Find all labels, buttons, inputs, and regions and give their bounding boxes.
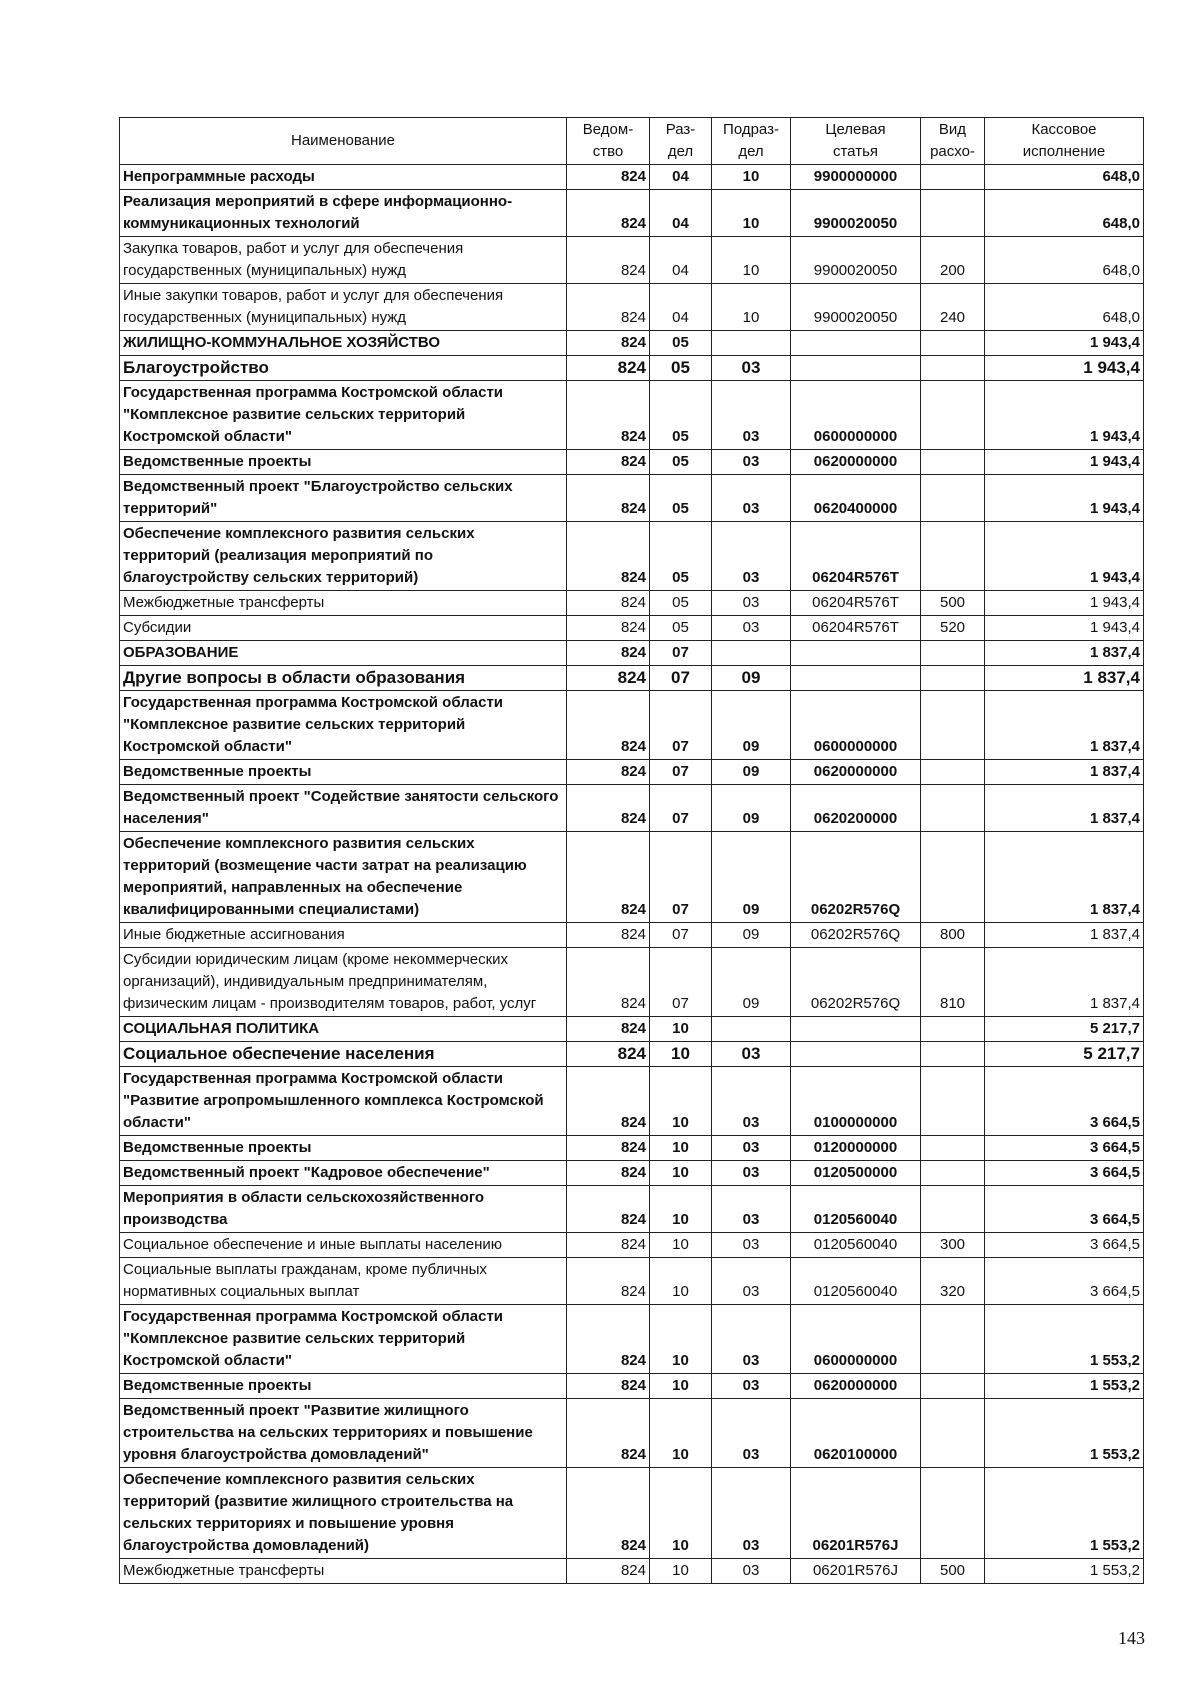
cell-razdel: 10 <box>650 1161 712 1186</box>
cell-kassovoe: 648,0 <box>985 190 1144 237</box>
cell-vedomstvo: 824 <box>567 1374 650 1399</box>
header-razdel: Раз- дел <box>650 118 712 165</box>
cell-celevaya: 9900020050 <box>791 237 921 284</box>
cell-kassovoe: 1 943,4 <box>985 616 1144 641</box>
cell-razdel: 10 <box>650 1067 712 1136</box>
cell-vedomstvo: 824 <box>567 641 650 666</box>
cell-podrazdel: 03 <box>712 1136 791 1161</box>
cell-name: ЖИЛИЩНО-КОММУНАЛЬНОЕ ХОЗЯЙСТВО <box>120 331 567 356</box>
header-celevaya: Целевая статья <box>791 118 921 165</box>
table-row <box>120 381 1144 450</box>
cell-vid: 520 <box>921 616 985 641</box>
cell-podrazdel: 09 <box>712 691 791 760</box>
cell-celevaya: 0120560040 <box>791 1186 921 1233</box>
table-row <box>120 284 1144 331</box>
table-row <box>120 691 1144 760</box>
budget-table <box>119 117 1144 1584</box>
cell-vedomstvo: 824 <box>567 331 650 356</box>
cell-razdel: 04 <box>650 237 712 284</box>
table-row <box>120 522 1144 591</box>
cell-name: Социальное обеспечение населения <box>120 1042 567 1067</box>
cell-kassovoe: 1 553,2 <box>985 1399 1144 1468</box>
cell-celevaya: 0620200000 <box>791 785 921 832</box>
cell-name: ОБРАЗОВАНИЕ <box>120 641 567 666</box>
cell-razdel: 07 <box>650 948 712 1017</box>
table-header-row <box>120 118 1144 165</box>
cell-kassovoe: 1 837,4 <box>985 666 1144 691</box>
cell-kassovoe: 1 553,2 <box>985 1559 1144 1584</box>
table-row <box>120 641 1144 666</box>
cell-podrazdel: 03 <box>712 381 791 450</box>
cell-vid <box>921 691 985 760</box>
table-row <box>120 237 1144 284</box>
cell-kassovoe: 1 837,4 <box>985 691 1144 760</box>
table-row <box>120 1559 1144 1584</box>
cell-celevaya <box>791 331 921 356</box>
cell-vid <box>921 522 985 591</box>
cell-celevaya: 0620400000 <box>791 475 921 522</box>
cell-vid <box>921 1468 985 1559</box>
cell-vid <box>921 785 985 832</box>
table-row <box>120 1017 1144 1042</box>
cell-name: Благоустройство <box>120 356 567 381</box>
cell-razdel: 05 <box>650 450 712 475</box>
cell-podrazdel: 03 <box>712 475 791 522</box>
cell-podrazdel: 03 <box>712 1042 791 1067</box>
cell-celevaya: 0600000000 <box>791 381 921 450</box>
cell-vedomstvo: 824 <box>567 1305 650 1374</box>
cell-name: Непрограммные расходы <box>120 165 567 190</box>
cell-podrazdel: 09 <box>712 760 791 785</box>
cell-vid <box>921 356 985 381</box>
cell-vid: 810 <box>921 948 985 1017</box>
cell-kassovoe: 1 943,4 <box>985 591 1144 616</box>
cell-name: Ведомственные проекты <box>120 1374 567 1399</box>
cell-kassovoe: 648,0 <box>985 237 1144 284</box>
table-row <box>120 1042 1144 1067</box>
cell-vedomstvo: 824 <box>567 666 650 691</box>
cell-kassovoe: 1 837,4 <box>985 785 1144 832</box>
cell-podrazdel: 03 <box>712 616 791 641</box>
cell-celevaya: 06202R576Q <box>791 832 921 923</box>
table-row <box>120 475 1144 522</box>
cell-celevaya: 9900000000 <box>791 165 921 190</box>
cell-kassovoe: 1 943,4 <box>985 331 1144 356</box>
cell-vedomstvo: 824 <box>567 691 650 760</box>
cell-razdel: 10 <box>650 1305 712 1374</box>
cell-kassovoe: 1 837,4 <box>985 948 1144 1017</box>
cell-celevaya: 0620000000 <box>791 760 921 785</box>
cell-podrazdel: 03 <box>712 522 791 591</box>
cell-kassovoe: 3 664,5 <box>985 1136 1144 1161</box>
table-row <box>120 331 1144 356</box>
cell-name: Иные закупки товаров, работ и услуг для обеспечения государственных (муниципальных) нужд <box>120 284 567 331</box>
cell-podrazdel: 09 <box>712 923 791 948</box>
cell-podrazdel: 03 <box>712 1305 791 1374</box>
cell-podrazdel: 09 <box>712 948 791 1017</box>
cell-podrazdel: 03 <box>712 1374 791 1399</box>
cell-vedomstvo: 824 <box>567 1017 650 1042</box>
cell-kassovoe: 3 664,5 <box>985 1161 1144 1186</box>
table-row <box>120 1233 1144 1258</box>
table-row <box>120 1067 1144 1136</box>
cell-vid <box>921 1374 985 1399</box>
cell-vedomstvo: 824 <box>567 190 650 237</box>
cell-kassovoe: 3 664,5 <box>985 1186 1144 1233</box>
cell-razdel: 05 <box>650 591 712 616</box>
cell-name: Другие вопросы в области образования <box>120 666 567 691</box>
cell-vid <box>921 190 985 237</box>
table-row <box>120 832 1144 923</box>
cell-vid: 500 <box>921 1559 985 1584</box>
cell-vedomstvo: 824 <box>567 760 650 785</box>
cell-vedomstvo: 824 <box>567 284 650 331</box>
cell-kassovoe: 1 553,2 <box>985 1468 1144 1559</box>
cell-celevaya: 0620100000 <box>791 1399 921 1468</box>
cell-kassovoe: 1 943,4 <box>985 356 1144 381</box>
cell-vid <box>921 832 985 923</box>
cell-razdel: 07 <box>650 923 712 948</box>
cell-vedomstvo: 824 <box>567 1258 650 1305</box>
cell-podrazdel <box>712 641 791 666</box>
header-podrazdel: Подраз- дел <box>712 118 791 165</box>
cell-celevaya: 0100000000 <box>791 1067 921 1136</box>
cell-kassovoe: 1 553,2 <box>985 1374 1144 1399</box>
cell-celevaya: 06202R576Q <box>791 923 921 948</box>
cell-razdel: 07 <box>650 785 712 832</box>
cell-vid <box>921 1136 985 1161</box>
cell-kassovoe: 1 837,4 <box>985 760 1144 785</box>
cell-name: Ведомственные проекты <box>120 450 567 475</box>
cell-celevaya: 06204R576T <box>791 522 921 591</box>
cell-vid: 500 <box>921 591 985 616</box>
cell-celevaya: 0120000000 <box>791 1136 921 1161</box>
cell-podrazdel: 10 <box>712 284 791 331</box>
cell-vid <box>921 475 985 522</box>
cell-kassovoe: 3 664,5 <box>985 1233 1144 1258</box>
table-row <box>120 616 1144 641</box>
table-row <box>120 1186 1144 1233</box>
cell-name: Ведомственный проект "Благоустройство сельских территорий" <box>120 475 567 522</box>
cell-kassovoe: 5 217,7 <box>985 1017 1144 1042</box>
cell-vid <box>921 1161 985 1186</box>
cell-podrazdel: 03 <box>712 1186 791 1233</box>
cell-kassovoe: 3 664,5 <box>985 1258 1144 1305</box>
cell-vid <box>921 450 985 475</box>
cell-celevaya <box>791 666 921 691</box>
cell-podrazdel: 03 <box>712 1468 791 1559</box>
table-row <box>120 760 1144 785</box>
cell-name: Обеспечение комплексного развития сельских территорий (реализация мероприятий по благоустройству сельских территорий) <box>120 522 567 591</box>
cell-vid <box>921 381 985 450</box>
cell-razdel: 10 <box>650 1399 712 1468</box>
table-row <box>120 666 1144 691</box>
cell-name: Государственная программа Костромской области "Комплексное развитие сельских территорий Костромской области" <box>120 691 567 760</box>
cell-podrazdel <box>712 331 791 356</box>
cell-name: Государственная программа Костромской области "Комплексное развитие сельских территорий Костромской области" <box>120 381 567 450</box>
table-row <box>120 948 1144 1017</box>
cell-razdel: 07 <box>650 641 712 666</box>
cell-podrazdel: 03 <box>712 1161 791 1186</box>
cell-vid: 300 <box>921 1233 985 1258</box>
cell-name: Субсидии <box>120 616 567 641</box>
cell-kassovoe: 5 217,7 <box>985 1042 1144 1067</box>
cell-podrazdel: 09 <box>712 785 791 832</box>
cell-podrazdel: 03 <box>712 1067 791 1136</box>
table-row <box>120 1161 1144 1186</box>
cell-name: Мероприятия в области сельскохозяйственного производства <box>120 1186 567 1233</box>
cell-vedomstvo: 824 <box>567 475 650 522</box>
cell-podrazdel: 03 <box>712 450 791 475</box>
cell-razdel: 05 <box>650 356 712 381</box>
table-row <box>120 356 1144 381</box>
cell-name: Субсидии юридическим лицам (кроме некоммерческих организаций), индивидуальным предпринимателям, физическим лицам - производителям товаров, работ, услуг <box>120 948 567 1017</box>
cell-vid <box>921 1305 985 1374</box>
cell-razdel: 10 <box>650 1468 712 1559</box>
table-row <box>120 785 1144 832</box>
cell-name: Реализация мероприятий в сфере информационно-коммуникационных технологий <box>120 190 567 237</box>
cell-vid <box>921 165 985 190</box>
cell-podrazdel: 03 <box>712 591 791 616</box>
cell-vid <box>921 1017 985 1042</box>
cell-vedomstvo: 824 <box>567 616 650 641</box>
cell-name: Обеспечение комплексного развития сельских территорий (возмещение части затрат на реализацию мероприятий, направленных на обеспечение квалифицированными специалистами) <box>120 832 567 923</box>
cell-celevaya <box>791 1017 921 1042</box>
cell-kassovoe: 1 943,4 <box>985 475 1144 522</box>
cell-vid <box>921 1186 985 1233</box>
cell-vedomstvo: 824 <box>567 1042 650 1067</box>
cell-kassovoe: 1 837,4 <box>985 923 1144 948</box>
cell-kassovoe: 1 943,4 <box>985 450 1144 475</box>
cell-kassovoe: 1 837,4 <box>985 641 1144 666</box>
cell-celevaya: 06204R576T <box>791 616 921 641</box>
cell-kassovoe: 1 553,2 <box>985 1305 1144 1374</box>
table-row <box>120 1136 1144 1161</box>
cell-name: Ведомственные проекты <box>120 760 567 785</box>
cell-razdel: 05 <box>650 616 712 641</box>
cell-razdel: 10 <box>650 1233 712 1258</box>
cell-vid: 800 <box>921 923 985 948</box>
cell-celevaya: 0120560040 <box>791 1233 921 1258</box>
table-row <box>120 450 1144 475</box>
cell-razdel: 10 <box>650 1136 712 1161</box>
cell-vedomstvo: 824 <box>567 591 650 616</box>
cell-vid: 240 <box>921 284 985 331</box>
cell-name: Обеспечение комплексного развития сельских территорий (развитие жилищного строительства на сельских территориях и повышение уровня благоустройства домовладений) <box>120 1468 567 1559</box>
cell-vedomstvo: 824 <box>567 1559 650 1584</box>
table-row <box>120 923 1144 948</box>
cell-vedomstvo: 824 <box>567 356 650 381</box>
cell-razdel: 10 <box>650 1559 712 1584</box>
header-kassovoe: Кассовое исполнение <box>985 118 1144 165</box>
cell-celevaya: 0120500000 <box>791 1161 921 1186</box>
cell-celevaya: 9900020050 <box>791 284 921 331</box>
cell-razdel: 05 <box>650 475 712 522</box>
cell-vid <box>921 641 985 666</box>
cell-kassovoe: 1 943,4 <box>985 522 1144 591</box>
cell-razdel: 05 <box>650 522 712 591</box>
cell-vedomstvo: 824 <box>567 1468 650 1559</box>
cell-vedomstvo: 824 <box>567 1067 650 1136</box>
cell-name: Социальные выплаты гражданам, кроме публичных нормативных социальных выплат <box>120 1258 567 1305</box>
cell-podrazdel: 09 <box>712 832 791 923</box>
cell-podrazdel: 09 <box>712 666 791 691</box>
table-row <box>120 1399 1144 1468</box>
cell-vedomstvo: 824 <box>567 832 650 923</box>
cell-podrazdel: 10 <box>712 165 791 190</box>
table-row <box>120 165 1144 190</box>
cell-vid: 200 <box>921 237 985 284</box>
cell-vedomstvo: 824 <box>567 948 650 1017</box>
cell-name: Ведомственный проект "Кадровое обеспечение" <box>120 1161 567 1186</box>
cell-vid <box>921 1067 985 1136</box>
cell-razdel: 10 <box>650 1017 712 1042</box>
cell-vid <box>921 666 985 691</box>
cell-vedomstvo: 824 <box>567 785 650 832</box>
cell-podrazdel: 03 <box>712 1233 791 1258</box>
cell-kassovoe: 1 837,4 <box>985 832 1144 923</box>
cell-vedomstvo: 824 <box>567 1233 650 1258</box>
table-row <box>120 1468 1144 1559</box>
header-vedomstvo: Ведом- ство <box>567 118 650 165</box>
cell-celevaya: 0120560040 <box>791 1258 921 1305</box>
cell-vid <box>921 760 985 785</box>
cell-vedomstvo: 824 <box>567 1161 650 1186</box>
cell-razdel: 10 <box>650 1042 712 1067</box>
cell-name: Межбюджетные трансферты <box>120 591 567 616</box>
cell-razdel: 10 <box>650 1374 712 1399</box>
cell-name: Государственная программа Костромской области "Комплексное развитие сельских территорий Костромской области" <box>120 1305 567 1374</box>
table-body <box>120 165 1144 1584</box>
cell-vedomstvo: 824 <box>567 522 650 591</box>
cell-celevaya: 06204R576T <box>791 591 921 616</box>
cell-podrazdel <box>712 1017 791 1042</box>
cell-podrazdel: 03 <box>712 1399 791 1468</box>
cell-vedomstvo: 824 <box>567 381 650 450</box>
cell-razdel: 07 <box>650 760 712 785</box>
cell-celevaya <box>791 641 921 666</box>
cell-razdel: 10 <box>650 1258 712 1305</box>
cell-vid <box>921 331 985 356</box>
cell-vedomstvo: 824 <box>567 165 650 190</box>
cell-razdel: 07 <box>650 691 712 760</box>
cell-razdel: 07 <box>650 666 712 691</box>
cell-razdel: 10 <box>650 1186 712 1233</box>
cell-razdel: 04 <box>650 165 712 190</box>
cell-name: СОЦИАЛЬНАЯ ПОЛИТИКА <box>120 1017 567 1042</box>
cell-podrazdel: 03 <box>712 356 791 381</box>
cell-razdel: 04 <box>650 284 712 331</box>
cell-vedomstvo: 824 <box>567 450 650 475</box>
cell-celevaya: 06201R576J <box>791 1559 921 1584</box>
cell-celevaya: 0600000000 <box>791 691 921 760</box>
cell-razdel: 07 <box>650 832 712 923</box>
cell-name: Государственная программа Костромской области "Развитие агропромышленного комплекса Костромской области" <box>120 1067 567 1136</box>
cell-podrazdel: 10 <box>712 237 791 284</box>
cell-celevaya: 06201R576J <box>791 1468 921 1559</box>
table-row <box>120 1374 1144 1399</box>
cell-name: Ведомственный проект "Развитие жилищного строительства на сельских территориях и повышение уровня благоустройства домовладений" <box>120 1399 567 1468</box>
table-row <box>120 1305 1144 1374</box>
cell-podrazdel: 03 <box>712 1559 791 1584</box>
cell-podrazdel: 03 <box>712 1258 791 1305</box>
cell-razdel: 05 <box>650 331 712 356</box>
cell-name: Социальное обеспечение и иные выплаты населению <box>120 1233 567 1258</box>
cell-name: Межбюджетные трансферты <box>120 1559 567 1584</box>
table-row <box>120 1258 1144 1305</box>
cell-celevaya: 06202R576Q <box>791 948 921 1017</box>
header-name: Наименование <box>120 118 567 165</box>
table-row <box>120 190 1144 237</box>
cell-celevaya: 0620000000 <box>791 1374 921 1399</box>
cell-podrazdel: 10 <box>712 190 791 237</box>
cell-celevaya <box>791 356 921 381</box>
cell-vid: 320 <box>921 1258 985 1305</box>
page-number: 143 <box>1118 1628 1145 1648</box>
cell-name: Иные бюджетные ассигнования <box>120 923 567 948</box>
cell-razdel: 05 <box>650 381 712 450</box>
cell-vedomstvo: 824 <box>567 237 650 284</box>
cell-celevaya: 9900020050 <box>791 190 921 237</box>
cell-celevaya: 0600000000 <box>791 1305 921 1374</box>
cell-vedomstvo: 824 <box>567 1186 650 1233</box>
cell-kassovoe: 1 943,4 <box>985 381 1144 450</box>
cell-kassovoe: 648,0 <box>985 284 1144 331</box>
cell-celevaya <box>791 1042 921 1067</box>
cell-kassovoe: 3 664,5 <box>985 1067 1144 1136</box>
cell-celevaya: 0620000000 <box>791 450 921 475</box>
cell-vedomstvo: 824 <box>567 923 650 948</box>
cell-name: Закупка товаров, работ и услуг для обеспечения государственных (муниципальных) нужд <box>120 237 567 284</box>
cell-kassovoe: 648,0 <box>985 165 1144 190</box>
cell-vid <box>921 1399 985 1468</box>
header-vid: Вид расхо- <box>921 118 985 165</box>
cell-name: Ведомственные проекты <box>120 1136 567 1161</box>
cell-vedomstvo: 824 <box>567 1399 650 1468</box>
cell-razdel: 04 <box>650 190 712 237</box>
table-row <box>120 591 1144 616</box>
cell-name: Ведомственный проект "Содействие занятости сельского населения" <box>120 785 567 832</box>
cell-vedomstvo: 824 <box>567 1136 650 1161</box>
cell-vid <box>921 1042 985 1067</box>
